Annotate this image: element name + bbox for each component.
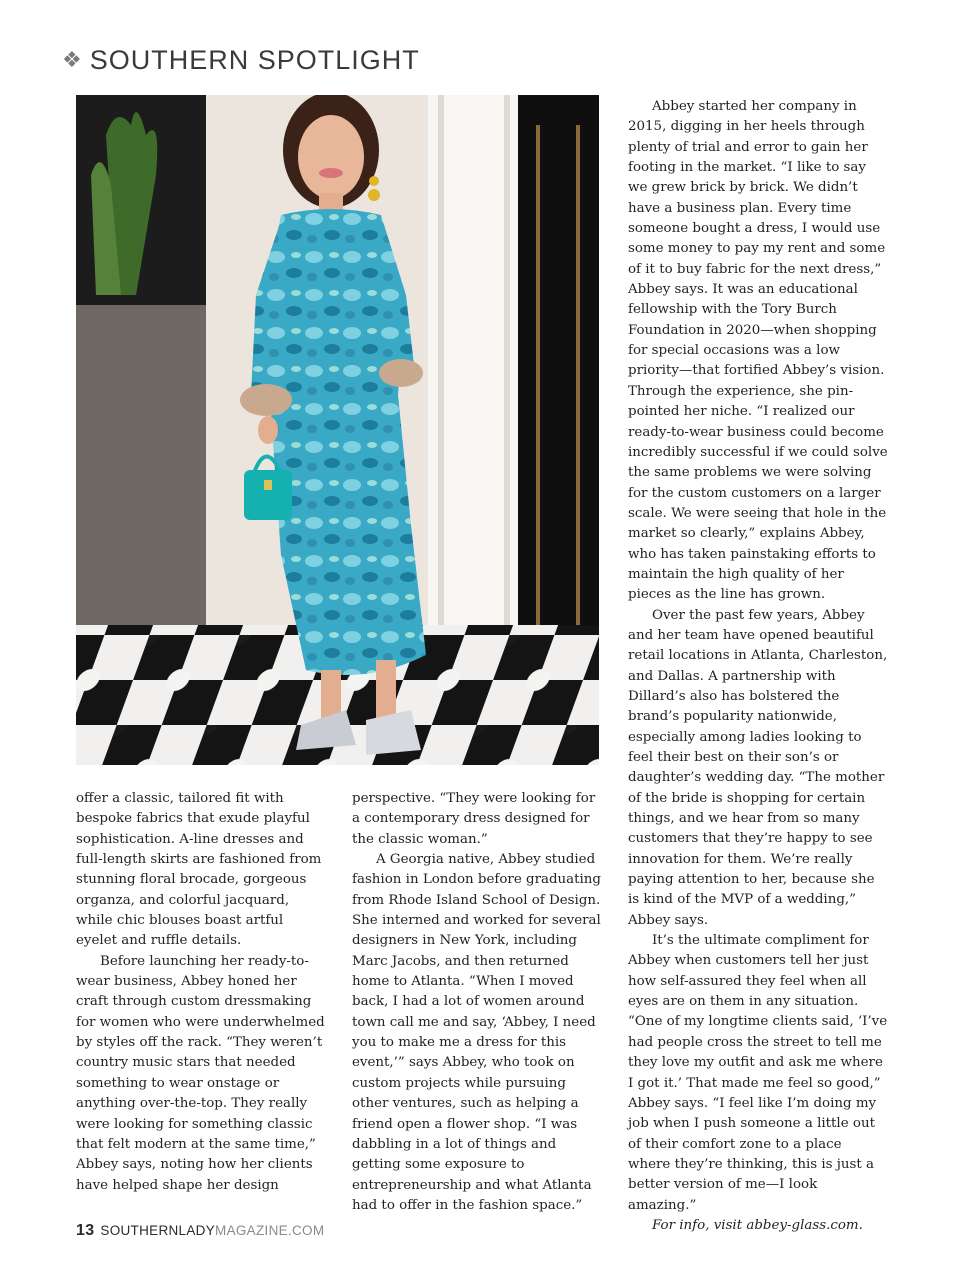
paragraph: It’s the ultimate compliment for Abbey when customers tell her just how self-assured they feel when all eyes are on them in any situation. “One of my longtime clients said, ‘I’ve had people cross the street to tell me they love my outfit and ask me where I got it.’ That made me feel so good,” Abbey says. “I feel like I’m doing my job when I push someone a little out of their comfort zone to a place where they’re thinking, this is just a better version of me—I look amazing.” xyxy=(628,933,888,1213)
article-column-3 xyxy=(628,97,888,1236)
page-footer xyxy=(76,1222,324,1240)
fleuron-icon: ❖ xyxy=(62,47,82,73)
section-header xyxy=(62,40,420,80)
feature-photo xyxy=(76,95,599,765)
site-name-bold: SOUTHERNLADY xyxy=(100,1223,216,1238)
paragraph: offer a classic, tailored fit with bespoke fabrics that exude playful sophistication. A-line dresses and full-length skirts are fashioned from stunning floral brocade, gorgeous organza, and colorful jacquard, while chic blouses boast artful eyelet and ruffle details. xyxy=(76,791,322,949)
woman-in-blue-dress-photo xyxy=(76,95,599,765)
info-line: For info, visit abbey-glass.com. xyxy=(652,1217,863,1233)
page-number: 13 xyxy=(76,1222,95,1239)
article-column-1 xyxy=(76,789,326,1196)
site-name-light: MAGAZINE.COM xyxy=(215,1223,325,1238)
paragraph: perspective. “They were looking for a contemporary dress designed for the classic woman.” xyxy=(352,791,596,847)
paragraph: Over the past few years, Abbey and her team have opened beautiful retail locations in Atlanta, Charleston, and Dallas. A partnership with Dillard’s also has bolstered the brand’s popularity nationwide, especially among ladies looking to feel their best on their son’s or daughter’s wedding day. “The mother of the bride is shopping for certain things, and we hear from so many customers that they’re happy to see innovation for them. We’re really paying attention to her, because she is kind of the MVP of a wedding,” Abbey says. xyxy=(628,607,888,928)
article-column-2 xyxy=(352,789,604,1216)
paragraph: Abbey started her company in 2015, digging in her heels through plenty of trial and error to gain her footing in the market. “I like to say we grew brick by brick. We didn’t have a business plan. Every time someone bought a dress, I would use some money to pay my rent and some of it to buy fabric for the next dress,” Abbey says. It was an educational fellowship with the Tory Burch Foundation in 2020—when shopping for special occasions was a low priority—that fortified Abbey’s vision. Through the experience, she pin-pointed her niche. “I realized our ready-to-wear business could become incredibly successful if we could solve the same problems we were solving for the custom customers on a larger scale. We were seeing that hole in the market so clearly,” explains Abbey, who has taken painstaking efforts to maintain the high quality of her pieces as the line has grown. xyxy=(628,99,888,603)
section-title: SOUTHERN SPOTLIGHT xyxy=(89,44,420,75)
paragraph: A Georgia native, Abbey studied fashion in London before graduating from Rhode Island School of Design. She interned and worked for several designers in New York, including Marc Jacobs, and then returned home to Atlanta. “When I moved back, I had a lot of women around town call me and say, ‘Abbey, I need you to make me a dress for this event,’” says Abbey, who took on custom projects while pursuing other ventures, such as helping a friend open a flower shop. “I was dabbling in a lot of things and getting some exposure to entrepreneurship and what Atlanta had to offer in the fashion space.” xyxy=(352,852,602,1213)
paragraph: Before launching her ready-to-wear business, Abbey honed her craft through custom dressmaking for women who were underwhelmed by styles off the rack. “They weren’t country music stars that needed something to wear onstage or anything over-the-top. They really were looking for something classic that felt modern at the same time,” Abbey says, noting how her clients have helped shape her design xyxy=(76,953,325,1193)
